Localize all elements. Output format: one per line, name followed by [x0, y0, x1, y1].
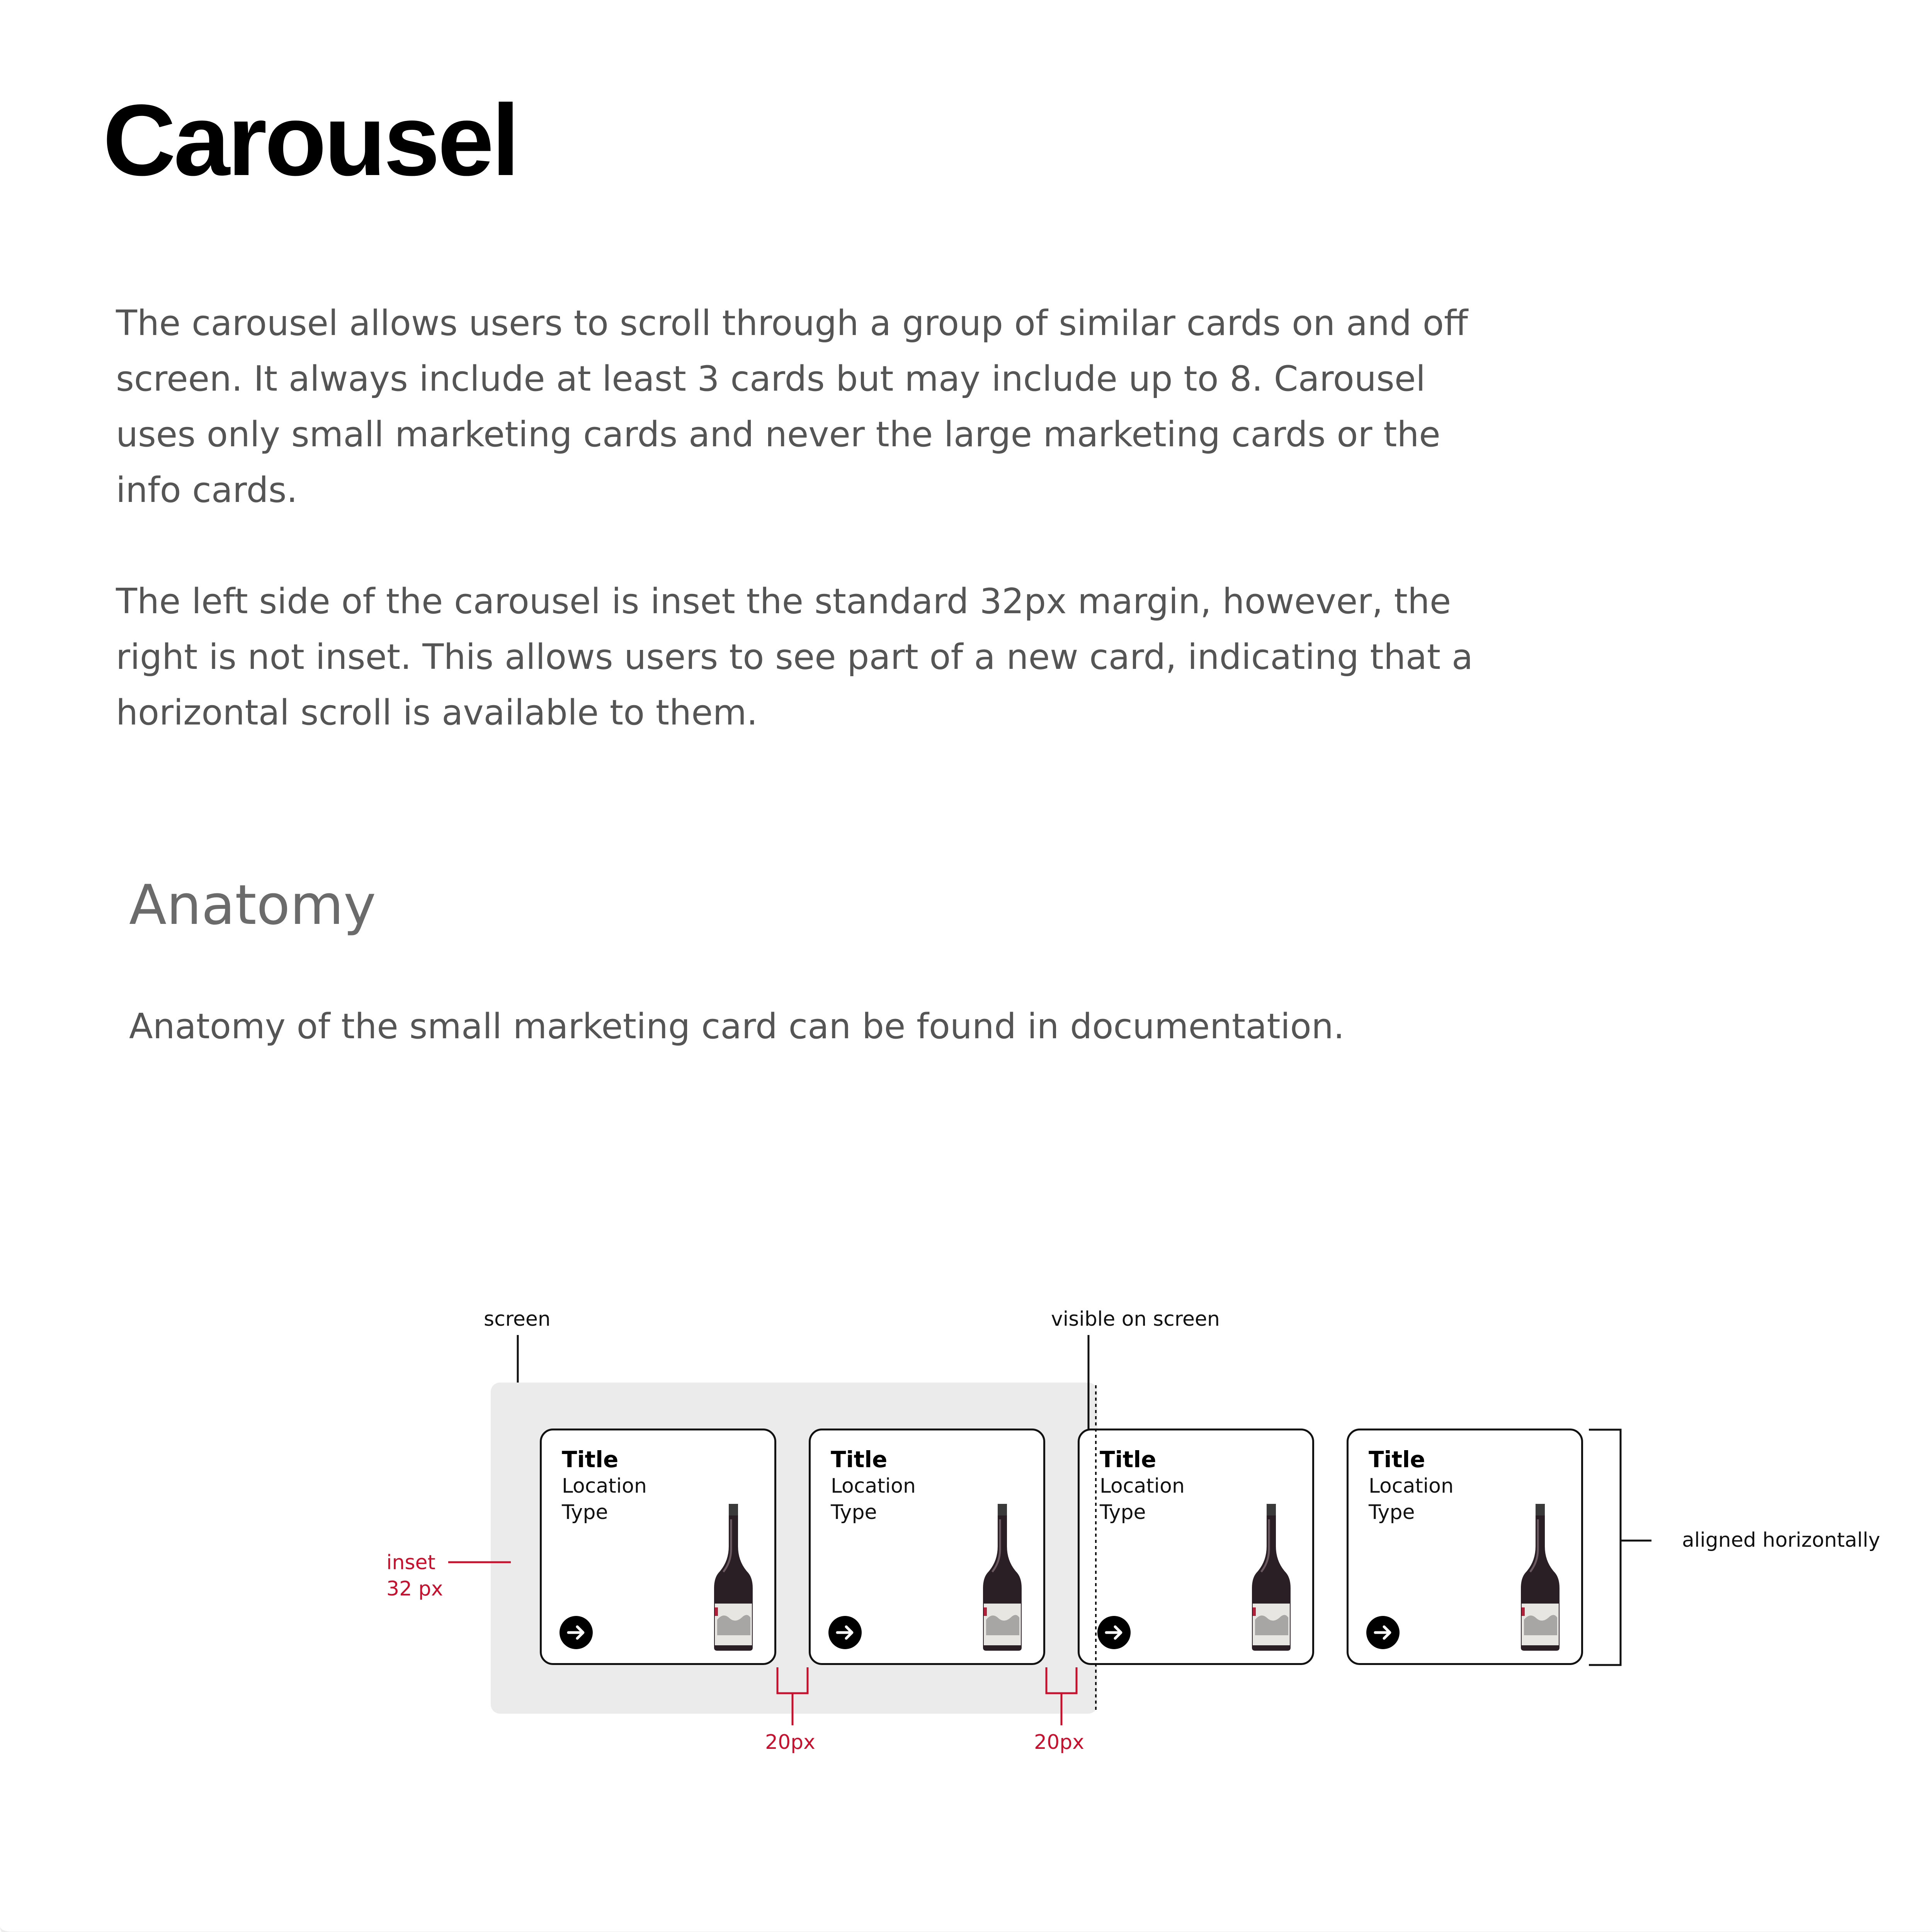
card-title: Title	[1369, 1446, 1425, 1473]
anatomy-heading: Anatomy	[129, 873, 376, 937]
inset-label: inset	[386, 1551, 435, 1574]
inset-paragraph: The left side of the carousel is inset the standard 32px margin, however, the right is not inset. This allows users to see part of a new card, indicating that a horizontal scroll is available to them.	[116, 581, 1473, 733]
card-location: Location	[562, 1475, 647, 1498]
marketing-card[interactable]	[540, 1429, 776, 1665]
visible-on-screen-label: visible on screen	[1051, 1308, 1220, 1331]
wine-bottle-image	[981, 1504, 1024, 1651]
card-title: Title	[562, 1446, 619, 1473]
card-type: Type	[562, 1501, 608, 1524]
card-type: Type	[1100, 1501, 1146, 1524]
intro-paragraph: The carousel allows users to scroll through a group of similar cards on and off screen. It always include at least 3 cards but may include up to 8. Carousel uses only small marketing cards and never the large marketing cards or the info cards.	[116, 303, 1468, 510]
marketing-card[interactable]	[1347, 1429, 1583, 1665]
arrow-right-circle-icon[interactable]	[1097, 1616, 1131, 1649]
wine-bottle-image	[1250, 1504, 1293, 1651]
anatomy-text: Anatomy of the small marketing card can be found in documentation.	[129, 1006, 1345, 1047]
gap-label: 20px	[765, 1731, 815, 1754]
aligned-horizontally-label: aligned horizontally	[1682, 1529, 1880, 1552]
card-type: Type	[1369, 1501, 1415, 1524]
marketing-card[interactable]	[1078, 1429, 1314, 1665]
wine-bottle-image	[1519, 1504, 1562, 1651]
card-title: Title	[1100, 1446, 1156, 1473]
page-title: Carousel	[103, 83, 518, 197]
arrow-right-circle-icon[interactable]	[828, 1616, 862, 1649]
card-type: Type	[831, 1501, 877, 1524]
gap-label: 20px	[1034, 1731, 1084, 1754]
card-title: Title	[831, 1446, 888, 1473]
screen-label: screen	[484, 1308, 551, 1331]
arrow-right-circle-icon[interactable]	[1366, 1616, 1400, 1649]
card-location: Location	[1369, 1475, 1454, 1498]
wine-bottle-image	[712, 1504, 755, 1651]
marketing-card[interactable]	[809, 1429, 1045, 1665]
arrow-right-circle-icon[interactable]	[560, 1616, 593, 1649]
inset-value-label: 32 px	[386, 1577, 443, 1600]
card-location: Location	[1100, 1475, 1185, 1498]
card-location: Location	[831, 1475, 916, 1498]
